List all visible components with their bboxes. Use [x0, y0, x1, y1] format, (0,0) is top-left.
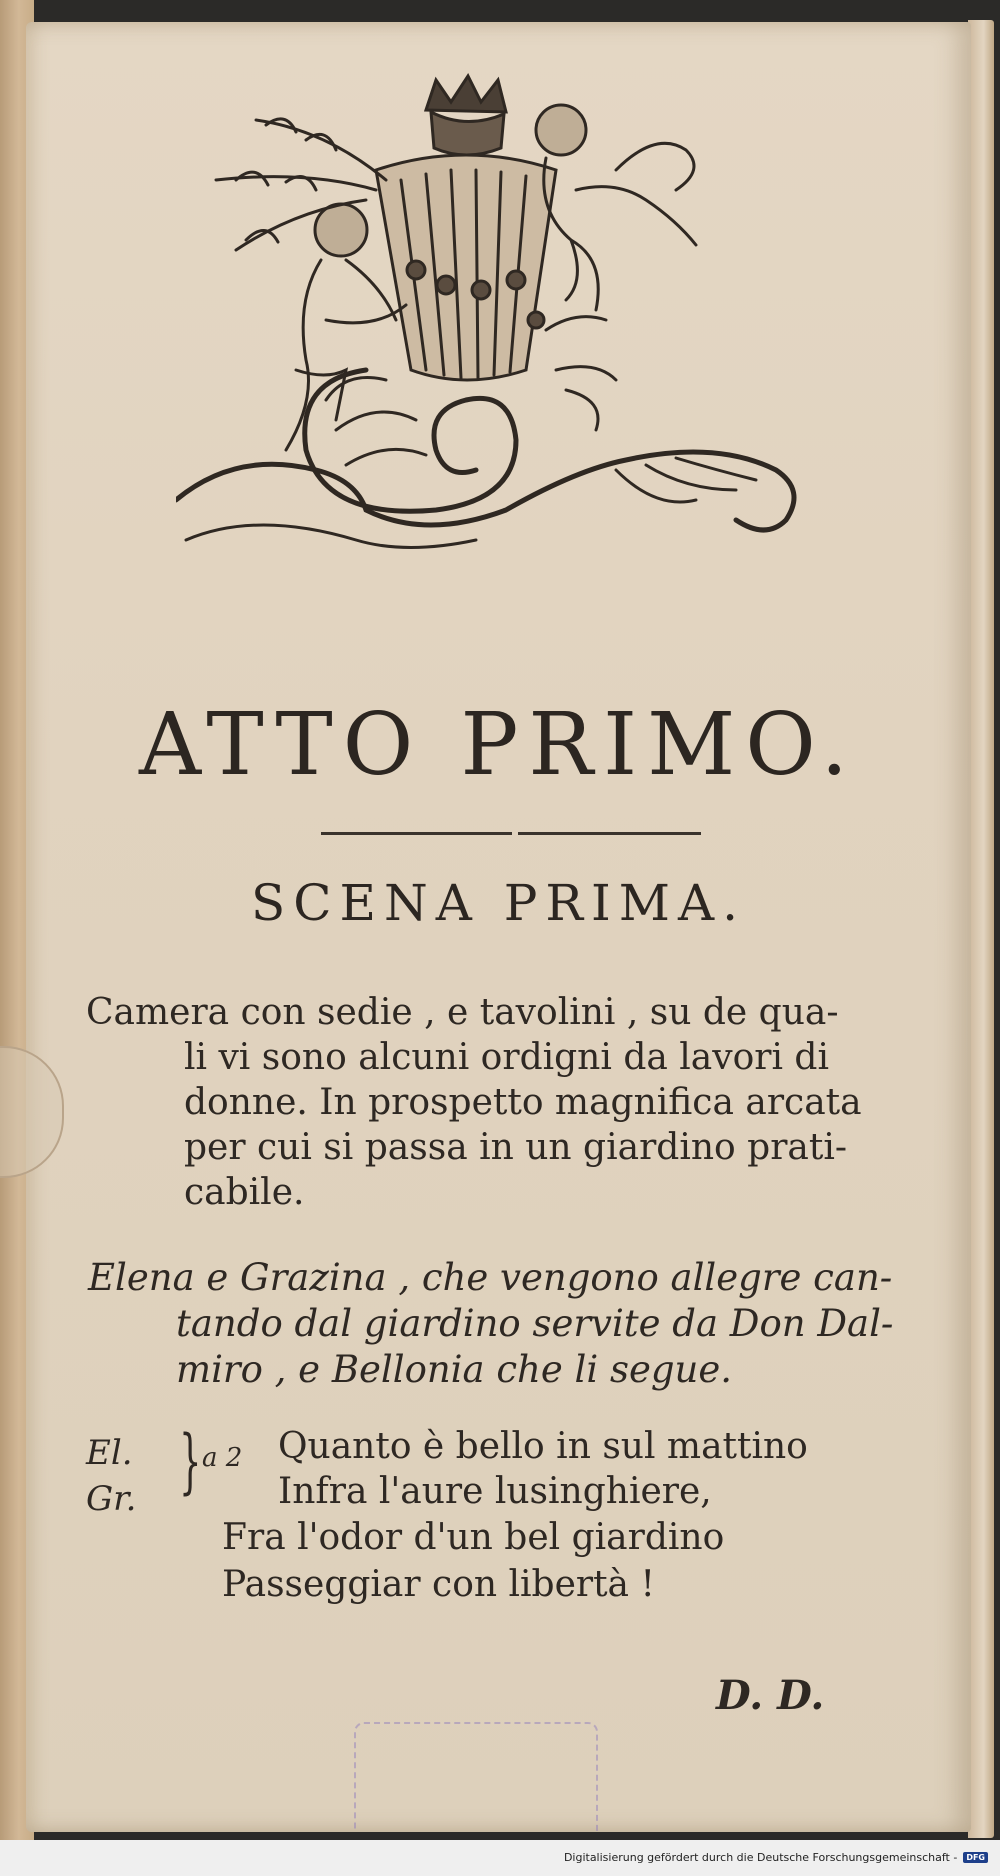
woodcut-vignette-ornament: [176, 70, 816, 610]
book-page: [26, 22, 971, 1832]
stage-direction-line: Camera con sedie , e tavolini , su de qua-: [86, 992, 839, 1033]
speaker-elena: El.: [86, 1433, 133, 1473]
entrance-direction: [88, 1255, 948, 1393]
entrance-line: tando dal giardino servite da Don Dal-: [176, 1302, 894, 1345]
dfg-logo-icon: DFG: [963, 1852, 988, 1863]
entrance-line: miro , e Bellonia che li segue.: [176, 1348, 733, 1391]
stage-direction-line: li vi sono alcuni ordigni da lavori di: [184, 1037, 829, 1078]
verse-line: Passeggiar con libertà !: [222, 1564, 655, 1605]
scene-title: SCENA PRIMA.: [251, 874, 746, 932]
speaker-brace: }: [179, 1420, 202, 1502]
speaker-grazina: Gr.: [86, 1479, 137, 1519]
verse-line: Quanto è bello in sul mattino: [278, 1426, 808, 1467]
verse-line: Fra l'odor d'un bel giardino: [222, 1517, 725, 1558]
duet-speakers: [86, 1430, 166, 1522]
verse-line: Infra l'aure lusinghiere,: [278, 1471, 712, 1512]
footer-credit-text: Digitalisierung gefördert durch die Deutsche Forschungsgemeinschaft -: [563, 1851, 958, 1864]
stage-direction-line: cabile.: [184, 1172, 305, 1213]
divider-ornament: [512, 828, 518, 838]
title-divider-rule: [321, 832, 701, 835]
book-right-edge: [968, 20, 994, 1838]
footer-credit: [564, 1851, 988, 1864]
duet-verse-lower: [222, 1514, 922, 1608]
stage-direction-line: donne. In prospetto magnifica arcata: [184, 1082, 862, 1123]
duet-verse-upper: [278, 1424, 928, 1514]
act-title: ATTO PRIMO.: [138, 695, 858, 795]
entrance-line: Elena e Grazina , che vengono allegre can-: [88, 1256, 893, 1299]
stage-directions: [86, 990, 946, 1215]
signature-catchword: D. D.: [716, 1672, 825, 1719]
stage-direction-line: per cui si passa in un giardino prati-: [184, 1127, 848, 1168]
library-stamp: [354, 1722, 598, 1832]
duet-marker: a 2: [202, 1443, 243, 1473]
